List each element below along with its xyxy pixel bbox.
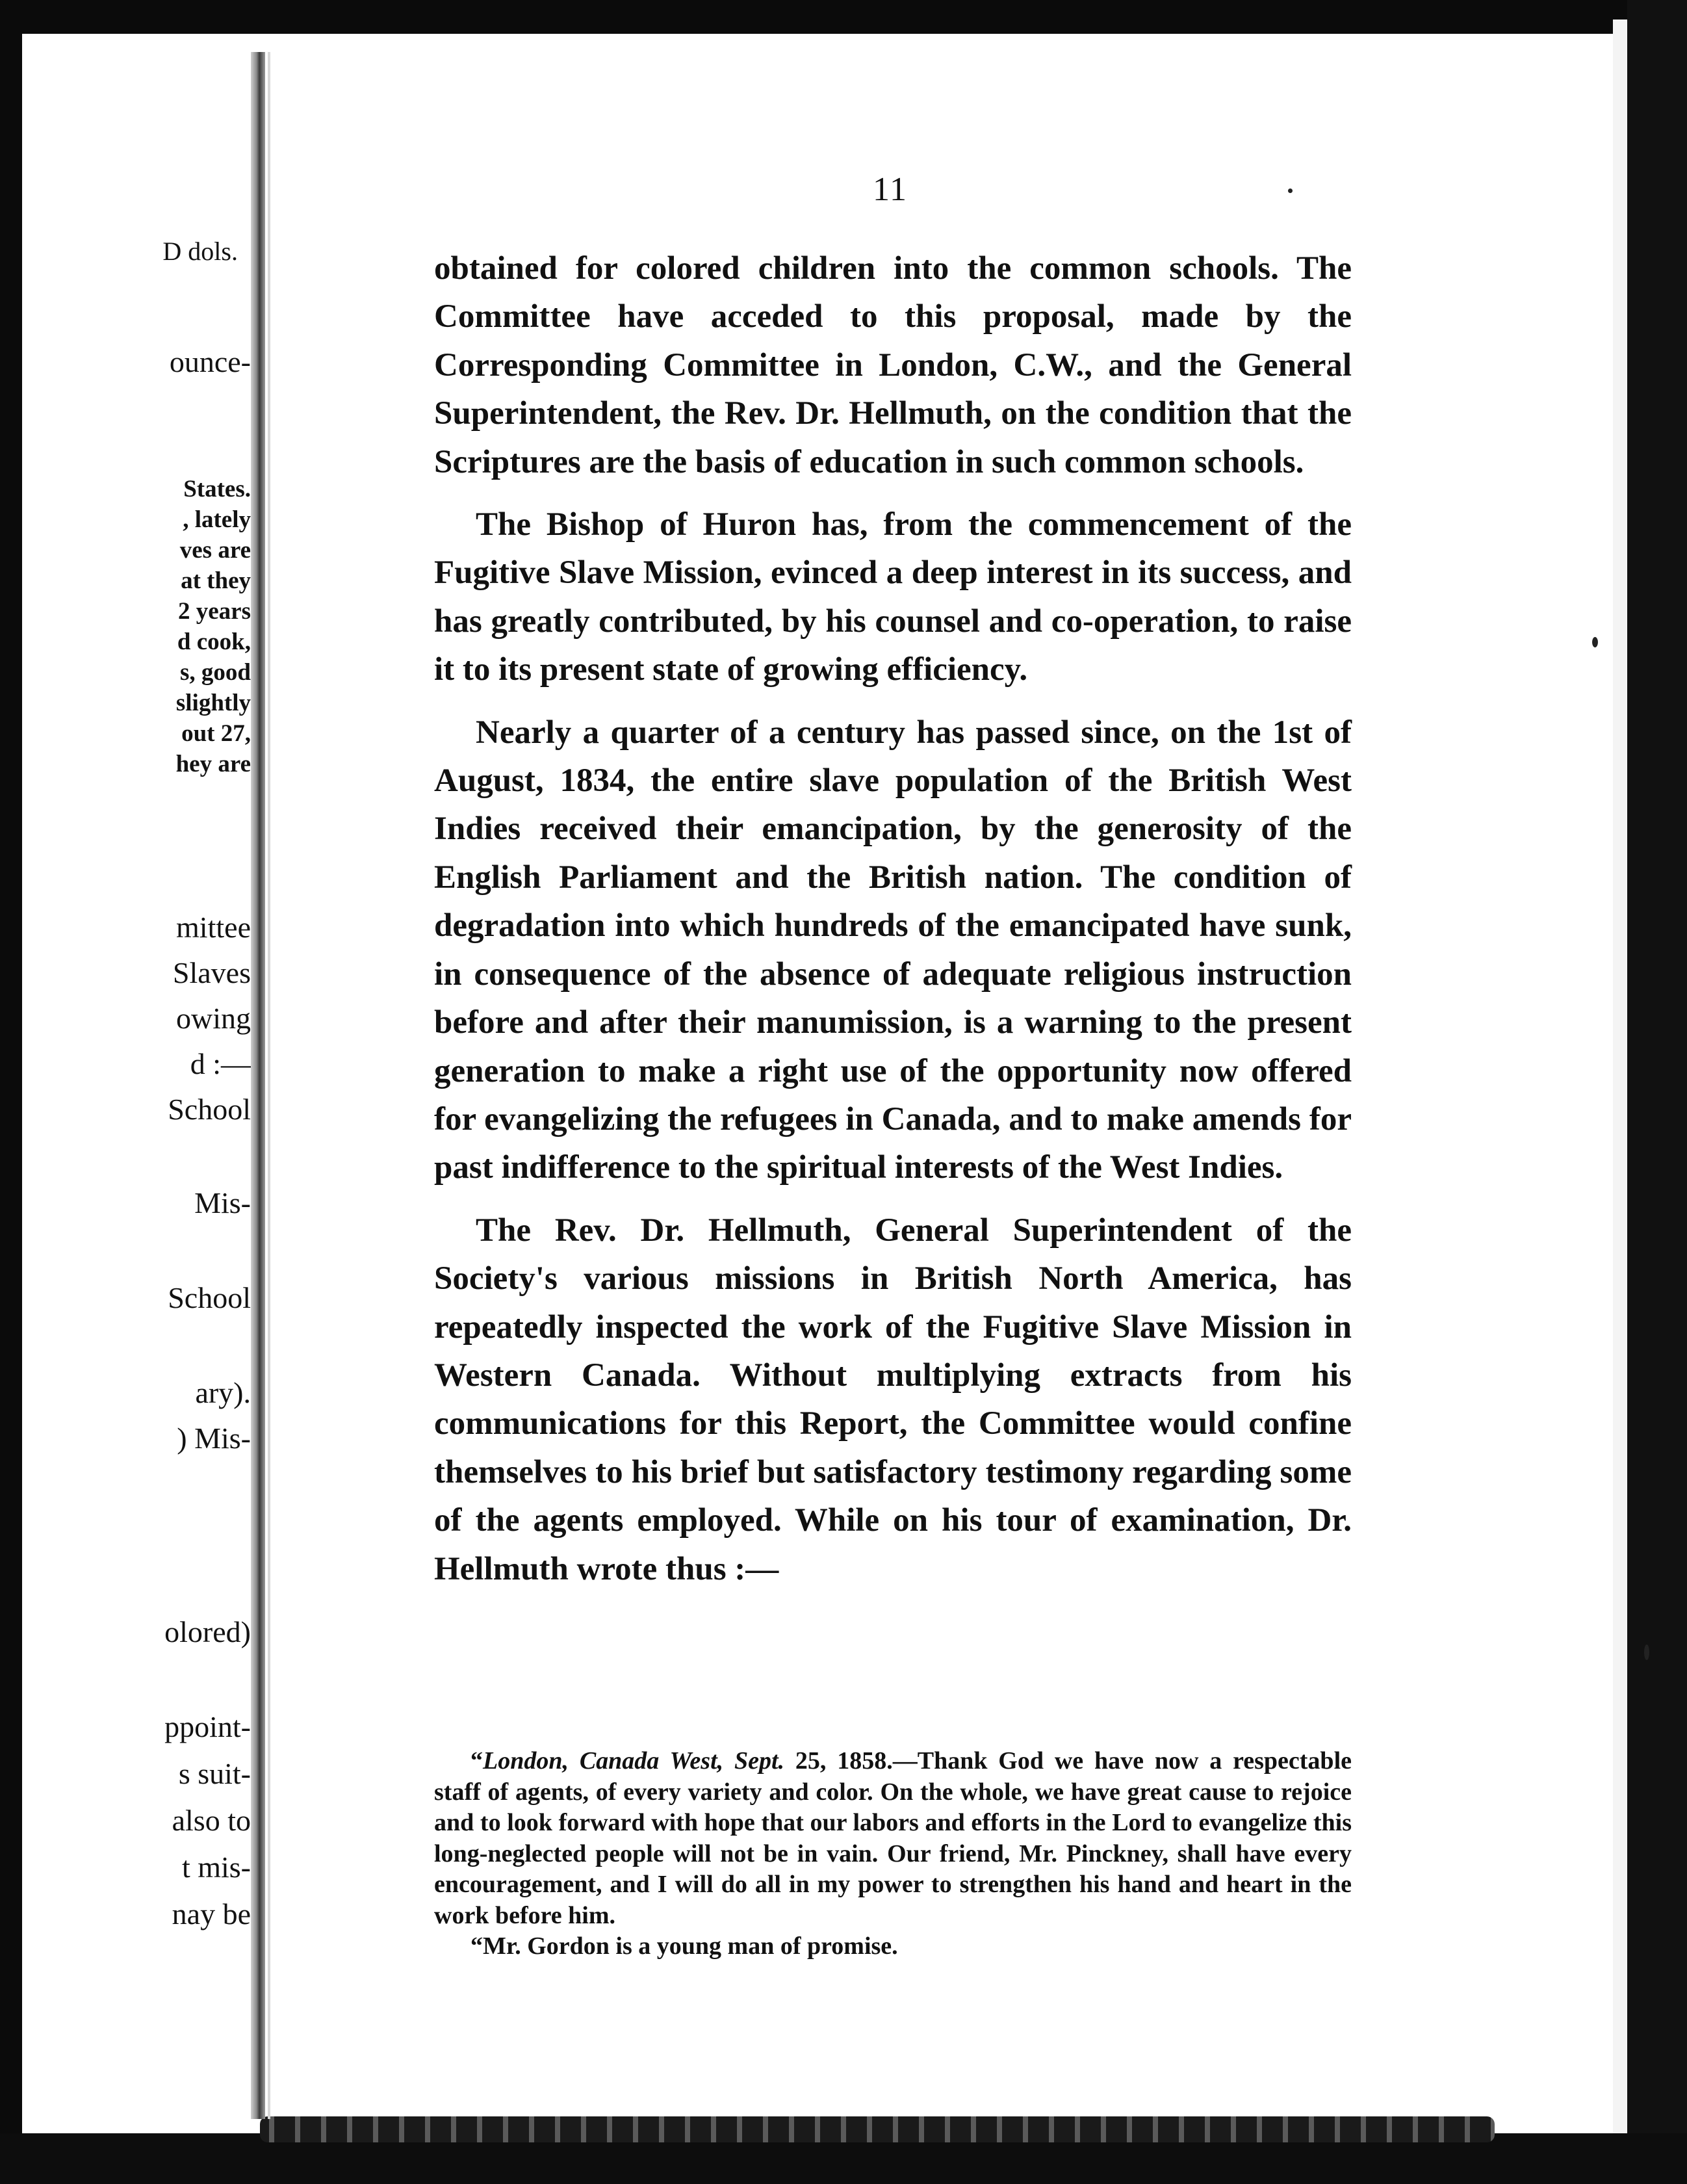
left-line: at they (181, 567, 251, 594)
left-line: Mis- (194, 1186, 251, 1219)
quote-dateline: London, Canada West, Sept. (483, 1747, 785, 1774)
scan-border-right-edge (1613, 20, 1627, 2145)
scan-speck (1592, 637, 1598, 647)
paragraph: obtained for colored children into the common schools. The Committee have acceded to this proposal, made by the Corresponding Committee in London, C.W., and the General Superintendent, the Rev. Dr. Hellmuth, on the condition that the Scriptures are the basis of education in such common schools. (434, 250, 1352, 480)
left-line: School (168, 1093, 251, 1126)
left-line: D dols. (162, 237, 238, 266)
left-line: mittee (176, 911, 251, 944)
left-line: Slaves (172, 956, 251, 989)
left-line: 2 years (178, 598, 251, 625)
scan-speck (1288, 188, 1293, 193)
scan-border-right (1627, 0, 1687, 2184)
left-line: States. (183, 476, 251, 502)
left-line: nay be (172, 1897, 251, 1930)
left-line: d :— (190, 1047, 251, 1080)
quote-date: 25, 1858.— (784, 1747, 918, 1774)
paragraph: The Bishop of Huron has, from the commencement of the Fugitive Slave Mission, evinced a deep interest in its success, and has greatly contributed, by his counsel and co-operation, to raise it to its present state of growing efficiency. (434, 506, 1352, 688)
left-line: d cook, (177, 629, 251, 655)
left-page-fragment (0, 0, 251, 2184)
left-line: ) Mis- (177, 1422, 251, 1455)
left-line: also to (172, 1804, 251, 1837)
left-line: s, good (180, 659, 251, 686)
left-line: ary). (195, 1376, 251, 1409)
page-number: 11 (872, 171, 908, 208)
left-line: ppoint- (164, 1710, 251, 1743)
left-line: owing (176, 1002, 251, 1035)
quoted-letter (434, 1746, 1352, 1962)
left-line: out 27, (181, 720, 251, 747)
paragraph: The Rev. Dr. Hellmuth, General Superintendent of the Society's various missions in British North America, has repeatedly inspected the work of the Fugitive Slave Mission in Western Canada. Without multiplying extracts from his communications for this Report, the Committee would confine themselves to his brief but satisfactory testimony regarding some of the agents employed. While on his tour of examination, Dr. Hellmuth wrote thus :— (434, 1212, 1352, 1587)
paragraph: Nearly a quarter of a century has passed since, on the 1st of August, 1834, the entire slave population of the British West Indies received their emancipation, by the generosity of the English Parliament and the British nation. The condition of degradation into which hundreds of the emancipated have sunk, in consequence of the absence of adequate religious instruction before and after their manumission, is a warning to the present generation to make a right use of the opportunity now offered for evangelizing the refugees in Canada, and to make amends for past indifference to the spiritual interests of the West Indies. (434, 714, 1352, 1186)
left-line: t mis- (181, 1851, 251, 1884)
quote-paragraph: “London, Canada West, Sept. 25, 1858.—Thank God we have now a respectable staff of agents, of every variety and color. On the whole, we have great cause to rejoice and to look forward with hope that our labors and efforts in the Lord to evangelize this long-neglected people will not be in vain. Our friend, Mr. Pinckney, shall have every encouragement, and I will do all in my power to strengthen his hand and heart in the work before him. (434, 1747, 1352, 1929)
left-line: olored) (164, 1615, 251, 1648)
scan-border-top (0, 0, 1687, 34)
left-line: ves are (179, 537, 251, 564)
quote-paragraph-second: “Mr. Gordon is a young man of promise. (470, 1932, 898, 1960)
scan-speck (1644, 1644, 1649, 1660)
binding-edge (268, 52, 270, 2119)
binding-gutter (251, 52, 265, 2119)
left-line: hey are (175, 751, 251, 777)
body-text (434, 244, 1352, 1593)
page-bottom-shadow (260, 2116, 1495, 2142)
left-line: s suit- (178, 1757, 251, 1790)
left-line: School (168, 1281, 251, 1314)
left-line: ounce- (169, 345, 251, 378)
left-line: , lately (183, 506, 251, 533)
left-line: slightly (175, 690, 251, 716)
quote-text: Thank God we have now a respectable staff of agents, of every variety and color. On the whole, we have great cause to rejoice and to look forward with hope that our labors and efforts in the Lord to evangelize this long-neglected people will not be in vain. Our friend, Mr. Pinckney, shall have every encouragement, and I will do all in my power to strengthen his hand and heart in the work before him. (434, 1747, 1352, 1929)
